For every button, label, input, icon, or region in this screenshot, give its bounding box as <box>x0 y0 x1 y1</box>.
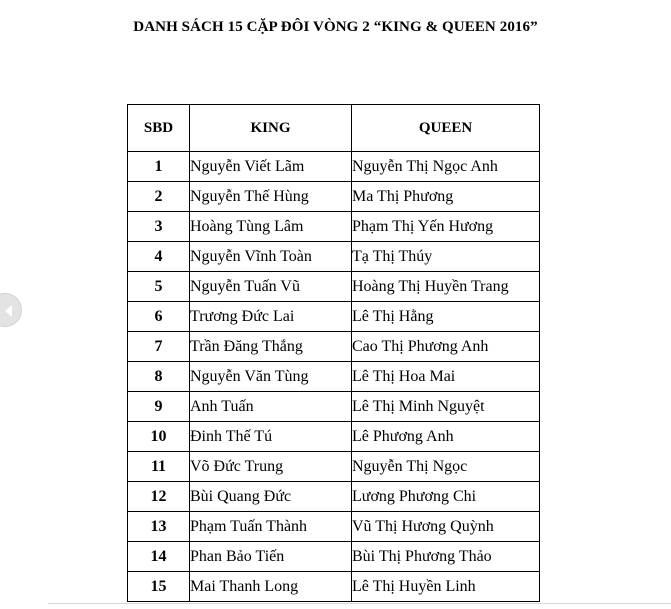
cell-king-name: Anh Tuấn <box>190 392 352 422</box>
cell-queen-name: Cao Thị Phương Anh <box>352 332 540 362</box>
cell-queen-name: Lê Thị Minh Nguyệt <box>352 392 540 422</box>
cell-king-name: Nguyễn Tuấn Vũ <box>190 272 352 302</box>
cell-queen-name: Lê Thị Hoa Mai <box>352 362 540 392</box>
cell-sbd: 10 <box>128 422 190 452</box>
cell-sbd: 11 <box>128 452 190 482</box>
header-sbd: SBD <box>128 105 190 152</box>
cell-king-name: Nguyễn Viết Lãm <box>190 152 352 182</box>
table-row <box>128 512 540 542</box>
cell-queen-name: Phạm Thị Yến Hương <box>352 212 540 242</box>
cell-king-name: Đinh Thế Tú <box>190 422 352 452</box>
cell-queen-name: Hoàng Thị Huyền Trang <box>352 272 540 302</box>
table-body <box>128 152 540 602</box>
bottom-divider <box>48 603 671 604</box>
table-header-row <box>128 105 540 152</box>
table-row <box>128 572 540 602</box>
cell-sbd: 15 <box>128 572 190 602</box>
cell-king-name: Trần Đăng Thắng <box>190 332 352 362</box>
cell-queen-name: Nguyễn Thị Ngọc Anh <box>352 152 540 182</box>
cell-queen-name: Nguyễn Thị Ngọc <box>352 452 540 482</box>
cell-king-name: Nguyễn Vĩnh Toàn <box>190 242 352 272</box>
cell-king-name: Phạm Tuấn Thành <box>190 512 352 542</box>
table-row <box>128 302 540 332</box>
table-row <box>128 362 540 392</box>
cell-queen-name: Lê Thị Hằng <box>352 302 540 332</box>
couples-table <box>127 104 540 602</box>
cell-king-name: Hoàng Tùng Lâm <box>190 212 352 242</box>
cell-sbd: 12 <box>128 482 190 512</box>
cell-sbd: 2 <box>128 182 190 212</box>
cell-sbd: 6 <box>128 302 190 332</box>
table-row <box>128 242 540 272</box>
cell-king-name: Nguyễn Thế Hùng <box>190 182 352 212</box>
document-title: DANH SÁCH 15 CẶP ĐÔI VÒNG 2 “KING & QUEEN 2016” <box>133 19 538 35</box>
cell-sbd: 3 <box>128 212 190 242</box>
header-king: KING <box>190 105 352 152</box>
table-row <box>128 272 540 302</box>
cell-king-name: Mai Thanh Long <box>190 572 352 602</box>
cell-sbd: 13 <box>128 512 190 542</box>
table-row <box>128 152 540 182</box>
cell-king-name: Trương Đức Lai <box>190 302 352 332</box>
previous-page-chevron-left-icon[interactable] <box>0 293 22 327</box>
cell-sbd: 7 <box>128 332 190 362</box>
header-queen: QUEEN <box>352 105 540 152</box>
table-row <box>128 332 540 362</box>
cell-king-name: Bùi Quang Đức <box>190 482 352 512</box>
cell-sbd: 1 <box>128 152 190 182</box>
table-row <box>128 422 540 452</box>
cell-king-name: Nguyễn Văn Tùng <box>190 362 352 392</box>
table-row <box>128 482 540 512</box>
cell-queen-name: Vũ Thị Hương Quỳnh <box>352 512 540 542</box>
table-row <box>128 392 540 422</box>
cell-king-name: Võ Đức Trung <box>190 452 352 482</box>
table-row <box>128 452 540 482</box>
cell-sbd: 14 <box>128 542 190 572</box>
cell-queen-name: Lê Phương Anh <box>352 422 540 452</box>
cell-sbd: 9 <box>128 392 190 422</box>
cell-sbd: 4 <box>128 242 190 272</box>
cell-sbd: 8 <box>128 362 190 392</box>
cell-queen-name: Lương Phương Chi <box>352 482 540 512</box>
cell-queen-name: Lê Thị Huyền Linh <box>352 572 540 602</box>
table-row <box>128 182 540 212</box>
cell-queen-name: Ma Thị Phương <box>352 182 540 212</box>
table-row <box>128 212 540 242</box>
cell-king-name: Phan Bảo Tiến <box>190 542 352 572</box>
cell-sbd: 5 <box>128 272 190 302</box>
cell-queen-name: Bùi Thị Phương Thảo <box>352 542 540 572</box>
table-row <box>128 542 540 572</box>
cell-queen-name: Tạ Thị Thúy <box>352 242 540 272</box>
